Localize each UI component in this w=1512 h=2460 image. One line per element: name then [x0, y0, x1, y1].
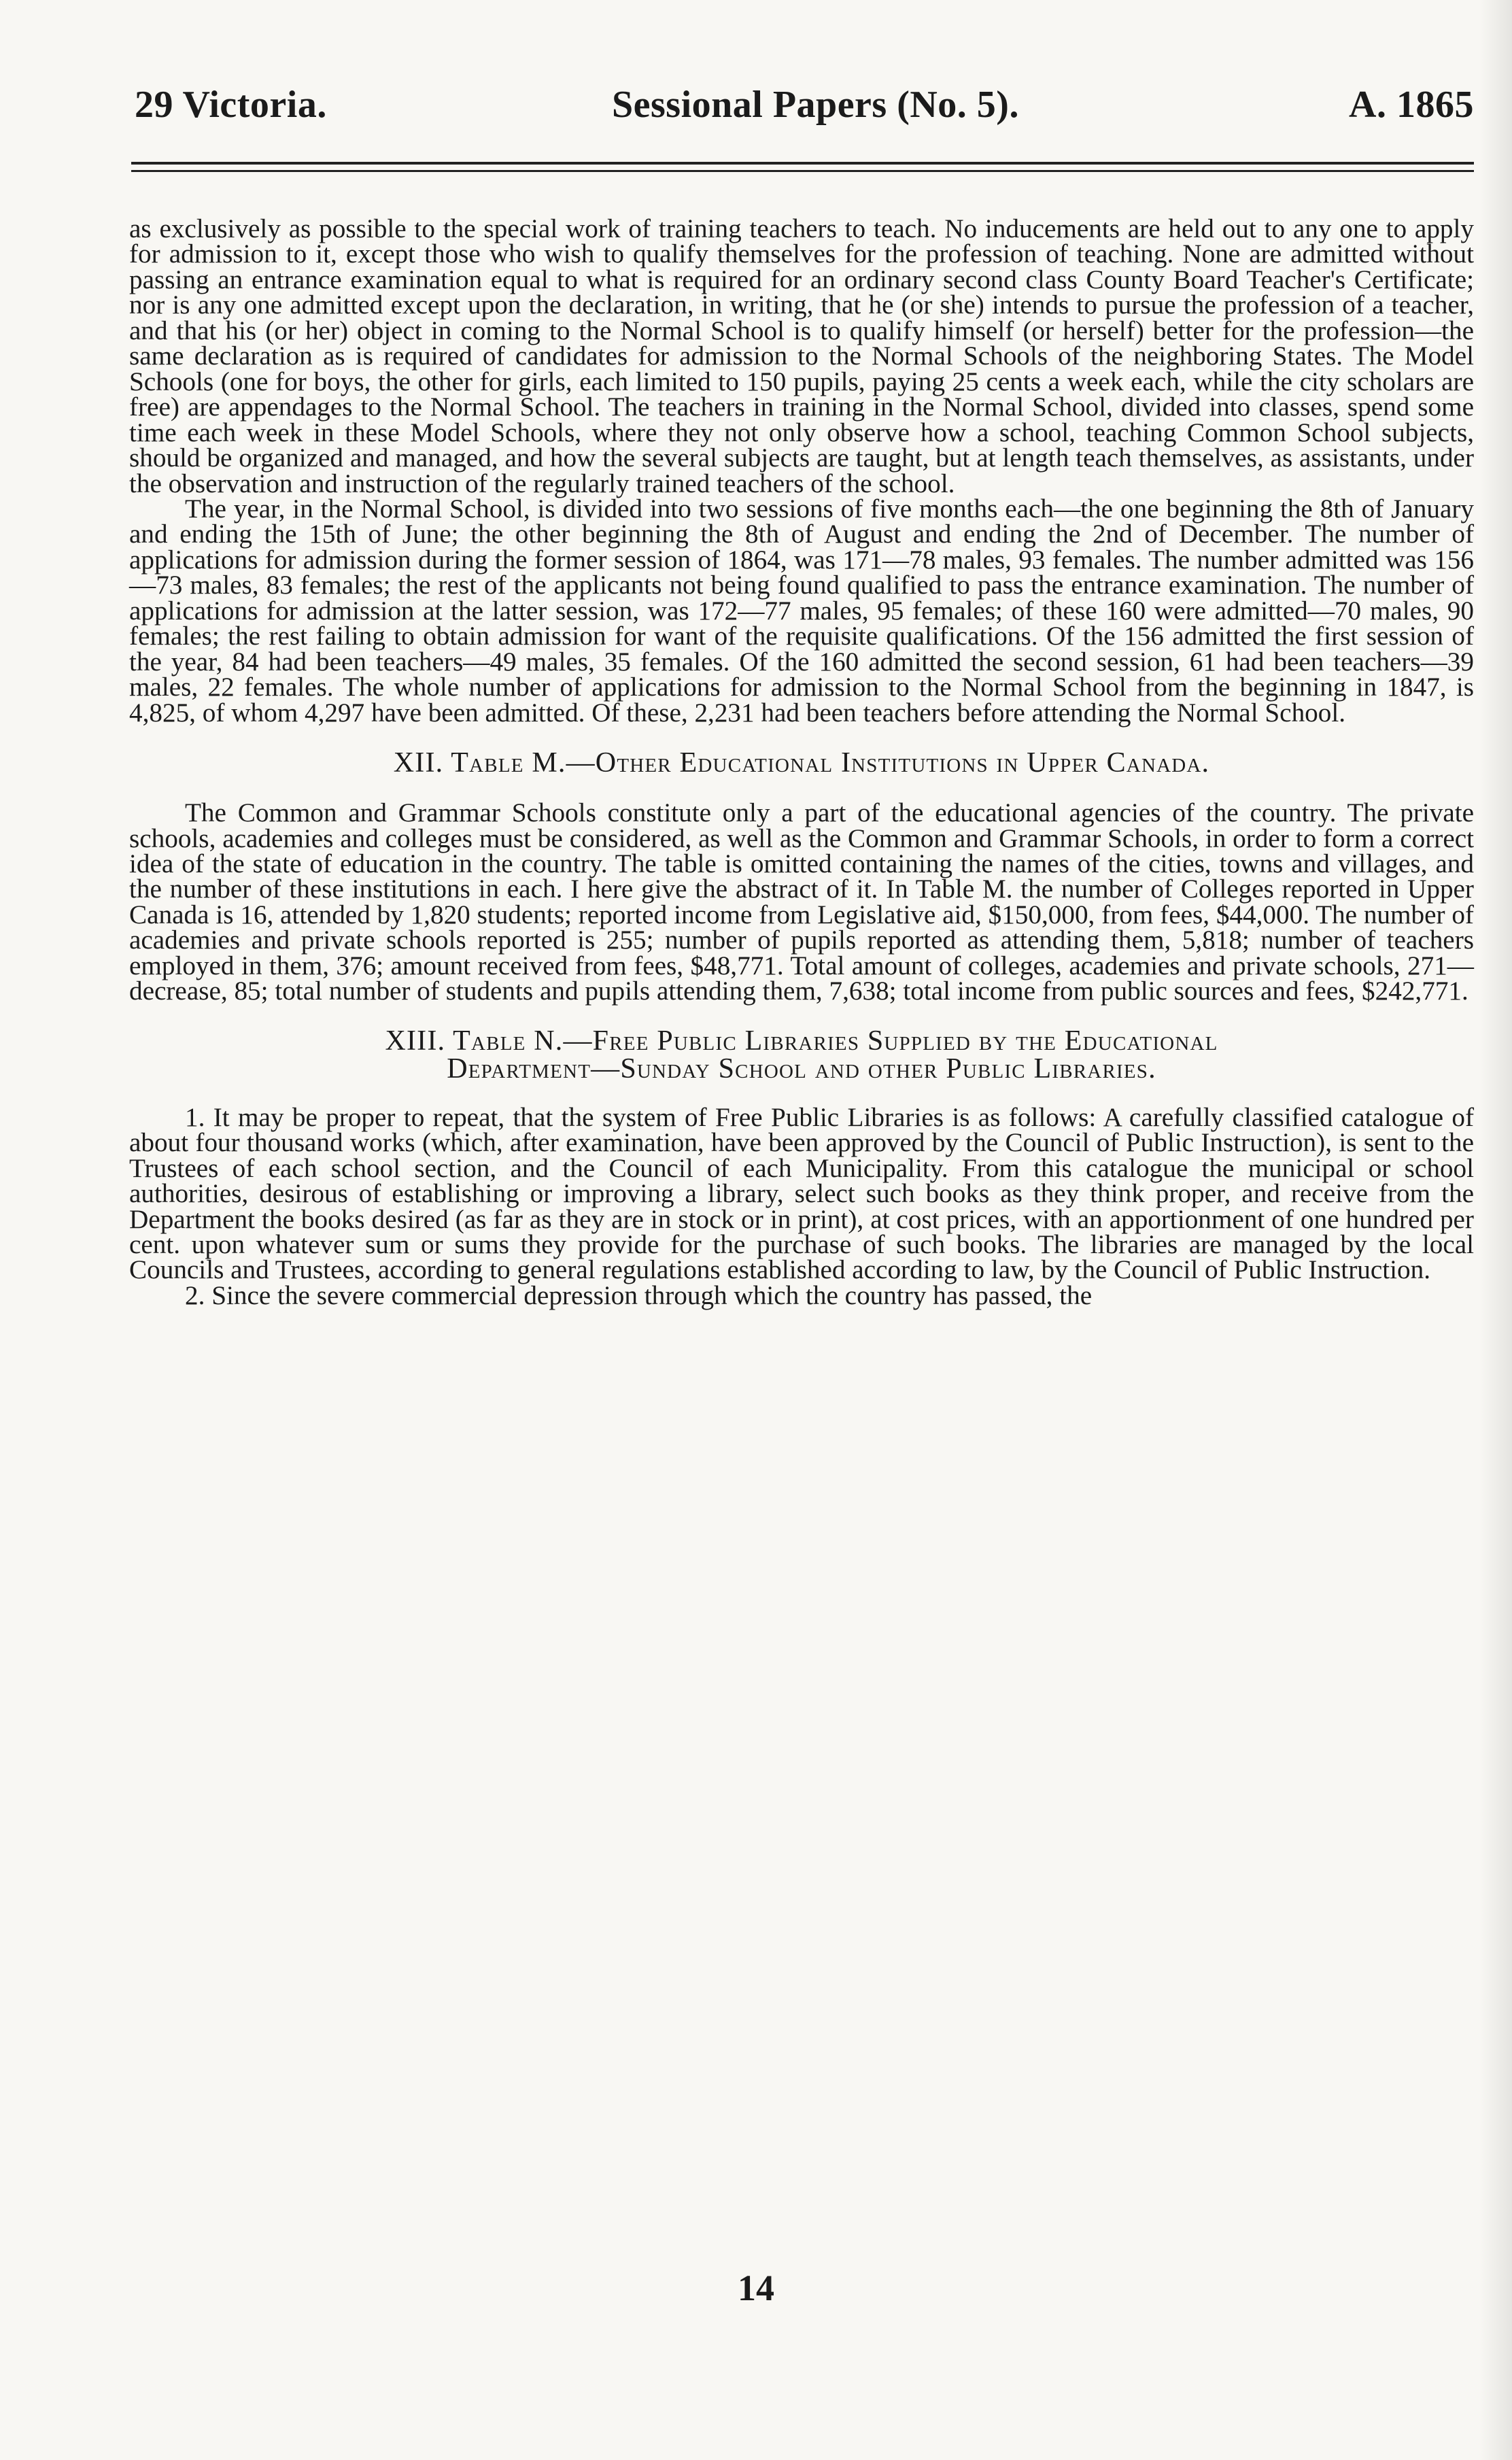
page-number: 14 — [738, 2268, 774, 2308]
section-heading-xii: XII. Table M.—Other Educational Institutions in Upper Canada. — [393, 747, 1210, 779]
header-year: A. 1865 — [1349, 84, 1474, 126]
paragraph-commercial-depression: 2. Since the severe commercial depression through which the country has passed, the — [185, 1280, 1093, 1310]
paragraph-normal-school-sessions: The year, in the Normal School, is divided into two sessions of five months each—the one beginning the 8th of January and ending the 15th of June; the other beginning the 8th of August and ending the 2nd of December. The number of applications for admission during the former session of 1864, was 171—78 males, 93 females. The number admitted was 156—73 males, 83 females; the rest of the applicants not being found qualified to pass the entrance examination. The number of applications for admission at the latter session, was 172—77 males, 95 females; of these 160 were admitted—70 males, 90 females; the rest failing to obtain admission for want of the requisite qualifications. Of the 156 admitted the first session of the year, 84 had been teachers—49 males, 35 females. Of the 160 admitted the second session, 61 had been teachers—39 males, 22 females. The whole number of applications for admission to the Normal School from the beginning in 1847, is 4,825, of whom 4,297 have been admitted. Of these, 2,231 had been teachers before attending the Normal School. — [129, 494, 1474, 728]
header-paper-title: Sessional Papers (No. 5). — [612, 84, 1019, 126]
page-header — [129, 83, 1474, 137]
section-heading-xiii-line-two: Department—Sunday School and other Public Libraries. — [447, 1053, 1156, 1084]
document-body — [129, 216, 1474, 2409]
header-rule-top — [131, 162, 1474, 165]
paragraph-free-public-libraries: 1. It may be proper to repeat, that the system of Free Public Libraries is as follows: A carefully classified catalogue of about four thousand works (which, after examination, have been approved by the Council of Public Instruction), is sent to the Trustees of each school section, and the Council of each Municipality. From this catalogue the municipal or school authorities, desirous of establishing or improving a library, select such books as they think proper, and receive from the Department the books desired (as far as they are in stock or in print), at cost prices, with an apportionment of one hundred per cent. upon whatever sum or sums they provide for the purchase of such books. The libraries are managed by the local Councils and Trustees, according to general regulations established according to law, by the Council of Public Instruction. — [129, 1102, 1474, 1285]
paragraph-normal-school: as exclusively as possible to the special work of training teachers to teach. No inducements are held out to any one to apply for admission to it, except those who wish to qualify themselves for the profession of teaching. None are admitted without passing an entrance examination equal to what is required for an ordinary second class County Board Teacher's Certificate; nor is any one admitted except upon the declaration, in writing, that he (or she) intends to pursue the profession of a teacher, and that his (or her) object in coming to the Normal School is to qualify himself (or herself) better for the profession—the same declaration as is required of candidates for admission to the Normal Schools of the neighboring States. The Model Schools (one for boys, the other for girls, each limited to 150 pupils, paying 25 cents a week each, while the city scholars are free) are appendages to the Normal School. The teachers in training in the Normal School, divided into classes, spend some time each week in these Model Schools, where they not only observe how a school, teaching Common School subjects, should be organized and managed, and how the several subjects are taught, but at length teach themselves, as assistants, under the observation and instruction of the regularly trained teachers of the school. — [129, 214, 1474, 498]
header-rule-bottom — [131, 170, 1474, 172]
section-heading-xiii-line-one: XIII. Table N.—Free Public Libraries Supplied by the Educational — [385, 1025, 1218, 1057]
section-heading-xiii — [129, 1027, 1474, 1083]
header-session: 29 Victoria. — [135, 84, 327, 126]
paragraph-educational-institutions: The Common and Grammar Schools constitute only a part of the educational agencies of the country. The private schools, academies and colleges must be considered, as well as the Common and Grammar Schools, in order to form a correct idea of the state of education in the country. The table is omitted containing the names of the cities, towns and villages, and the number of these institutions in each. I here give the abstract of it. In Table M. the number of Colleges reported in Upper Canada is 16, attended by 1,820 students; reported income from Legislative aid, $150,000, from fees, $44,000. The number of academies and private schools reported is 255; number of pupils reported as attending them, 5,818; number of teachers employed in them, 376; amount received from fees, $48,771. Total amount of colleges, academies and private schools, 271—decrease, 85; total number of students and pupils attending them, 7,638; total income from public sources and fees, $242,771. — [129, 798, 1474, 1006]
scan-edge-shadow — [1479, 0, 1512, 2460]
